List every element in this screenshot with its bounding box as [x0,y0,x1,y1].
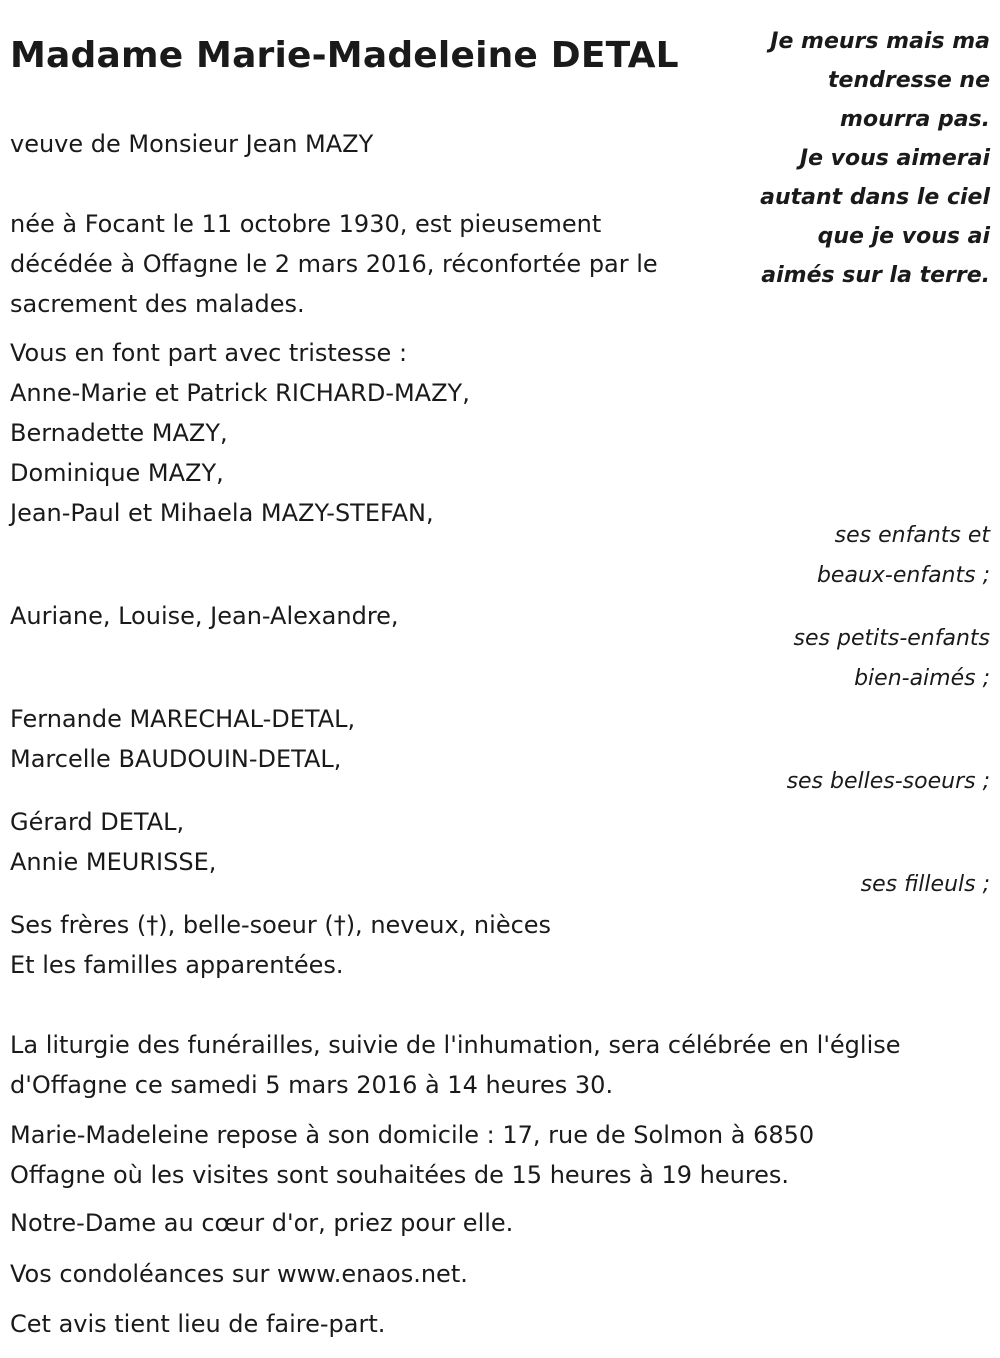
condolences-line: Vos condoléances sur www.enaos.net. [10,1260,468,1288]
liturgy-line: La liturgie des funérailles, suivie de l'inhumation, sera célébrée en l'église [10,1031,901,1059]
godchildren-names [10,802,216,882]
grandchildren-relation [794,619,990,699]
birth-line: décédée à Offagne le 2 mars 2016, réconfortée par le [10,250,658,278]
sisters-in-law-relation: ses belles-soeurs ; [786,769,990,794]
quote-line: mourra pas. [840,107,990,132]
godchild-name: Gérard DETAL, [10,808,185,836]
child-name: Anne-Marie et Patrick RICHARD-MAZY, [10,379,470,407]
family-line: Et les familles apparentées. [10,951,344,979]
relation-line: beaux-enfants ; [816,563,990,588]
prayer-line: Notre-Dame au cœur d'or, priez pour elle. [10,1209,514,1237]
sister-in-law-name: Fernande MARECHAL-DETAL, [10,705,356,733]
deceased-name-title: Madame Marie-Madeleine DETAL [10,35,679,76]
quote-line: Je vous aimerai [799,146,990,171]
birth-line: sacrement des malades. [10,290,305,318]
liturgy-paragraph [10,1025,901,1105]
sisters-in-law-names [10,699,355,779]
extended-family [10,905,551,985]
quote-line: que je vous ai [817,224,990,249]
liturgy-line: d'Offagne ce samedi 5 mars 2016 à 14 heures 30. [10,1071,614,1099]
quote-line: autant dans le ciel [760,185,990,210]
announce-line: Vous en font part avec tristesse : [10,339,408,367]
relation-line: bien-aimés ; [854,666,990,691]
notice-line: Cet avis tient lieu de faire-part. [10,1310,386,1338]
epitaph-quote [740,22,990,295]
family-announcement [10,333,470,533]
quote-line: Je meurs mais ma [770,29,990,54]
family-line: Ses frères (†), belle-soeur (†), neveux, nièces [10,911,552,939]
children-relation [817,516,990,596]
rest-paragraph [10,1115,814,1195]
godchildren-relation: ses filleuls ; [860,872,990,897]
rest-line: Offagne où les visites sont souhaitées de 15 heures à 19 heures. [10,1161,790,1189]
birth-line: née à Focant le 11 octobre 1930, est pieusement [10,210,602,238]
relation-line: ses petits-enfants [793,626,990,651]
quote-line: tendresse ne [828,68,990,93]
child-name: Bernadette MAZY, [10,419,228,447]
widow-line: veuve de Monsieur Jean MAZY [10,130,374,158]
godchild-name: Annie MEURISSE, [10,848,217,876]
child-name: Dominique MAZY, [10,459,224,487]
birth-death-paragraph [10,204,658,324]
grandchildren-names: Auriane, Louise, Jean-Alexandre, [10,602,399,630]
sister-in-law-name: Marcelle BAUDOUIN-DETAL, [10,745,342,773]
rest-line: Marie-Madeleine repose à son domicile : 17, rue de Solmon à 6850 [10,1121,815,1149]
quote-line: aimés sur la terre. [761,263,990,288]
child-name: Jean-Paul et Mihaela MAZY-STEFAN, [10,499,434,527]
relation-line: ses enfants et [834,523,990,548]
